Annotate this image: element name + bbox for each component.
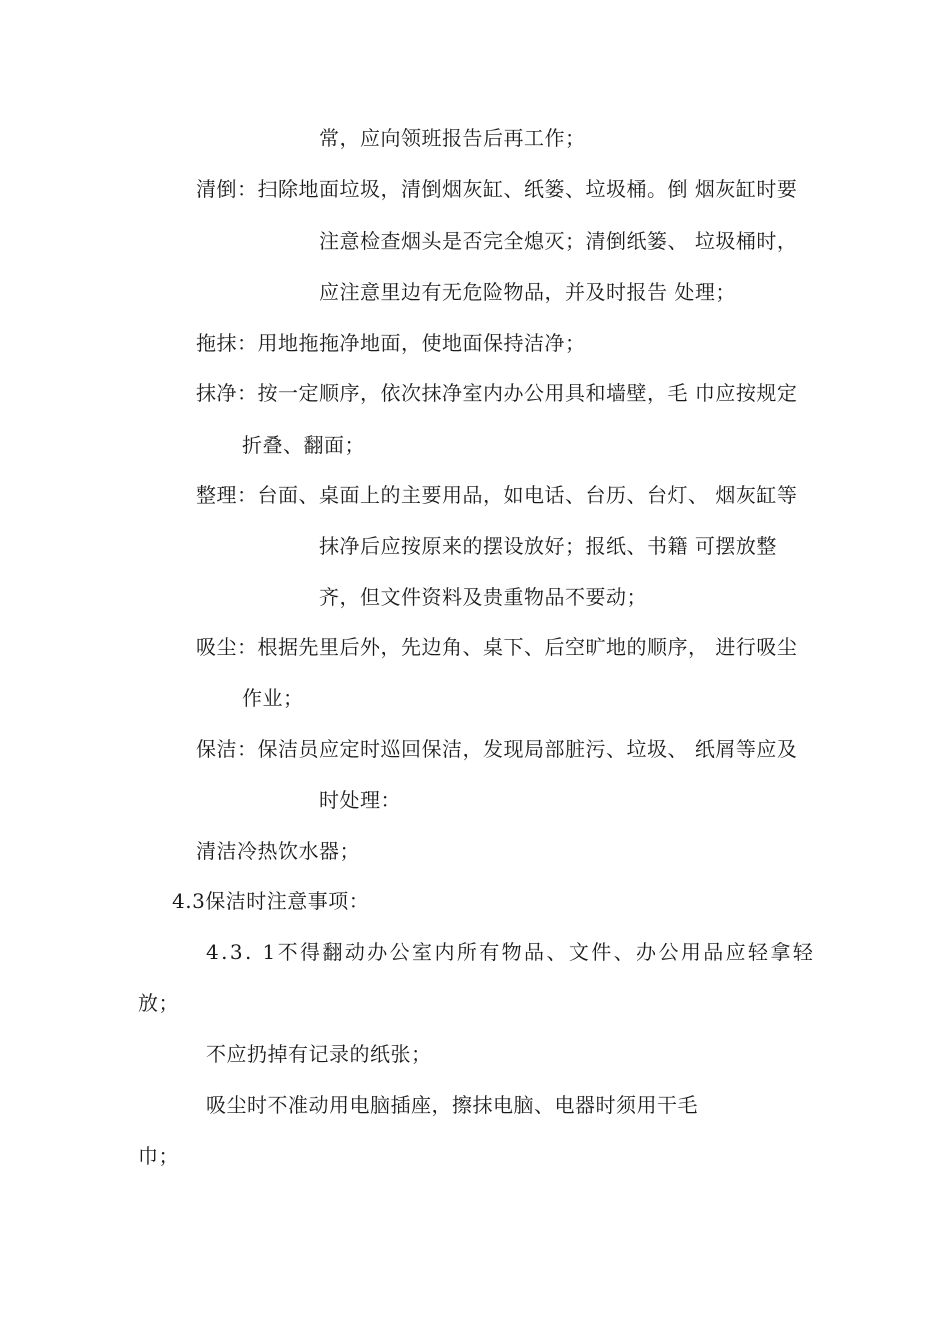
text-line: 注意检查烟头是否完全熄灭；清倒纸篓、 垃圾桶时， [319, 229, 798, 253]
text-line: 放； [138, 991, 179, 1015]
section-heading: 4.3保洁时注意事项： [172, 889, 370, 913]
text-line: 清洁冷热饮水器； [196, 839, 360, 863]
text-line: 拖抹：用地拖拖净地面，使地面保持洁净； [196, 331, 586, 355]
text-line: 巾； [138, 1144, 179, 1168]
text-line: 抹净后应按原来的摆设放好；报纸、书籍 可摆放整 [319, 534, 777, 558]
text-line: 折叠、翻面； [242, 433, 365, 457]
text-line: 保洁：保洁员应定时巡回保洁，发现局部脏污、垃圾、 纸屑等应及 [196, 737, 798, 761]
text-line: 整理：台面、桌面上的主要用品，如电话、台历、台灯、 烟灰缸等 [196, 483, 798, 507]
text-line: 时处理： [319, 788, 401, 812]
text-line: 齐，但文件资料及贵重物品不要动； [319, 585, 647, 609]
text-line: 4.3. 1不得翻动办公室内所有物品、文件、办公用品应轻拿轻 [206, 940, 816, 964]
text-line: 作业； [242, 686, 304, 710]
text-line: 抹净：按一定顺序，依次抹净室内办公用具和墙壁，毛 巾应按规定 [196, 381, 798, 405]
text-line: 吸尘时不准动用电脑插座，擦抹电脑、电器时须用干毛 [206, 1093, 698, 1117]
text-line: 应注意里边有无危险物品，并及时报告 处理； [319, 280, 736, 304]
text-line: 吸尘：根据先里后外，先边角、桌下、后空旷地的顺序， 进行吸尘 [196, 635, 798, 659]
text-line: 不应扔掉有记录的纸张； [206, 1042, 432, 1066]
text-line: 清倒：扫除地面垃圾，清倒烟灰缸、纸篓、垃圾桶。倒 烟灰缸时要 [196, 177, 798, 201]
text-line: 常，应向领班报告后再工作； [319, 126, 586, 150]
